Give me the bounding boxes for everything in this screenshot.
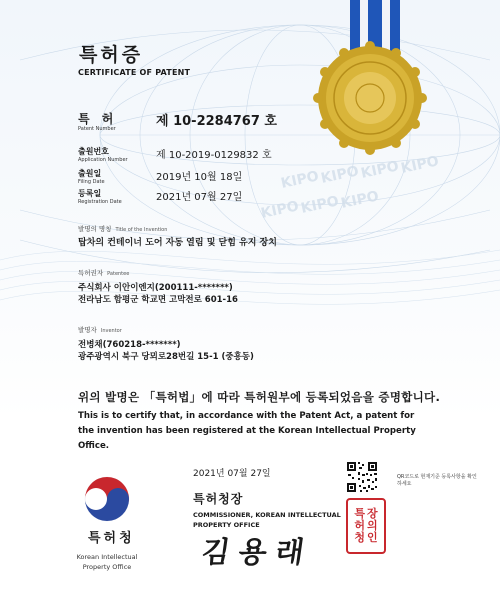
inventor-address: 광주광역시 북구 당뫼로28번길 15-1 (중흥동) [78,352,254,362]
seal-column-left [367,508,378,544]
svg-text:KIPO: KIPO [299,193,341,217]
inventor-label-en: Inventor [100,328,122,334]
patentee-address: 전라남도 함평군 학교면 고막전로 601-16 [78,295,238,305]
certificate-title-ko: 특허증 [79,44,144,66]
registration-date-label: 등록일 [78,189,102,198]
qr-note: QR코드로 현재기준 등록사항을 확인하세요 [397,474,477,487]
patent-number-value: 제 10-2284767 호 [156,114,277,129]
invention-label-en: Title of the Invention [115,227,168,233]
patentee-label [78,268,129,277]
filing-date-label: 출원일 [78,169,102,178]
invention-title-value: 탑차의 컨테이너 도어 자동 열림 및 닫힘 유지 장치 [78,238,277,248]
patentee-label-en: Patentee [107,271,130,277]
certification-statement-en: This is to certify that, in accordance with the Patent Act, a patent for the invention has been registered at the Korean Intellectual Property Office. [78,411,416,451]
official-seal-stamp [346,498,386,554]
svg-text:KIPO: KIPO [399,153,441,177]
qr-code [346,461,378,493]
application-number-value: 제 10-2019-0129832 호 [156,150,272,161]
filing-date-label-en: Filing Date [78,179,105,185]
svg-text:KIPO: KIPO [359,158,401,182]
svg-text:KIPO: KIPO [339,188,381,212]
patentee-label-ko: 특허권자 [78,269,104,277]
inventor-name: 전병채(760218-*******) [78,340,181,350]
invention-label-ko: 발명의 명칭 [78,225,112,233]
seal-char: 의 [367,519,378,532]
svg-text:KIPO: KIPO [259,198,301,222]
watermark-kipo [260,153,441,222]
patent-number-label-en: Patent Number [78,126,116,132]
seal-char: 장 [367,507,378,520]
seal-char: 허 [354,519,365,532]
seal-char: 특 [354,507,365,520]
certification-statement-ko: 위의 발명은 「특허법」에 따라 특허원부에 등록되었음을 증명합니다. [78,390,441,404]
svg-text:KIPO: KIPO [279,168,321,192]
commissioner-signature: 김용래 [199,535,316,569]
certificate-title-en: CERTIFICATE OF PATENT [78,68,191,77]
office-name-ko: 특허청 [88,531,135,546]
office-name-en: Korean Intellectual Property Office [76,553,138,571]
seal-column-right [354,508,365,544]
commissioner-title-ko: 특허청장 [193,492,244,506]
guilloche-lines [0,250,500,304]
patent-number-label: 특 허 [78,112,118,126]
application-number-label-en: Application Number [78,157,128,163]
commissioner-title-en: COMMISSIONER, KOREAN INTELLECTUAL PROPERTY OFFICE [193,511,341,529]
patentee-name: 주식회사 이안이엔지(200111-*******) [78,283,233,293]
application-number-label: 출원번호 [78,147,109,156]
registration-date-value: 2021년 07월 27일 [156,192,243,203]
inventor-label-ko: 발명자 [78,326,97,334]
filing-date-value: 2019년 10월 18일 [156,172,243,183]
kipo-logo-icon [85,477,129,521]
svg-text:KIPO: KIPO [319,163,361,187]
issue-date: 2021년 07월 27일 [193,469,271,479]
invention-label [78,224,167,233]
seal-char: 청 [354,531,365,544]
seal-char: 인 [367,531,378,544]
registration-date-label-en: Registration Date [78,199,122,205]
inventor-label [78,325,122,334]
